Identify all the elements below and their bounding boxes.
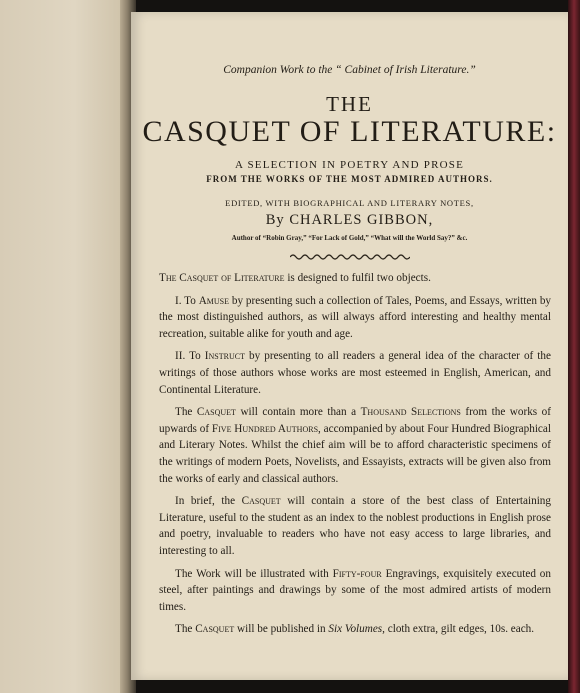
wavy-rule-ornament [131,248,568,266]
text-span: Engravings, exquisitely executed on steel, after paintings and drawings by some of the most admired artists of modern times. [159,567,551,613]
paragraph-brief [159,493,551,559]
red-cover-edge [568,0,580,693]
byline [131,212,568,229]
paragraph-contents [159,404,551,487]
left-page-edge [0,0,124,693]
text-span: cloth extra, gilt edges, 10s. each. [384,623,535,636]
smallcaps-text: Fifty-four [332,567,382,580]
paragraph-amuse [159,293,551,343]
text-span: by presenting such a collection of Tales, Poems, and Essays, written by the most distinguished authors, as will always afford interesting and healthy mental recreation, suitable alike for youth and age. [159,294,552,340]
italic-text: Six Volumes, [328,623,385,636]
text-span: II. To [175,350,205,363]
text-span: I. To [175,294,199,307]
paragraph-illustrations [159,566,551,616]
smallcaps-text: Five Hundred Authors [211,422,319,435]
subtitle-line-1: A SELECTION IN POETRY AND PROSE [234,159,464,171]
smallcaps-text: Instruct [204,350,245,363]
text-span: In brief, the [175,495,242,508]
smallcaps-text: The Casquet of Literature [159,272,285,284]
main-title: CASQUET OF LITERATURE: [142,115,557,148]
book-page [131,12,568,680]
paragraph-publication [159,621,551,638]
text-span: The Work will be illustrated with [175,567,333,580]
smallcaps-text: Casquet [196,406,236,419]
text-span: from the works of upwards of [159,406,551,435]
paragraph-intro [159,270,551,287]
byline-by: By [265,212,285,228]
byline-author: CHARLES GIBBON, [289,212,434,228]
text-span: is designed to fulfil two objects. [284,272,431,284]
paragraph-instruct [159,348,551,398]
author-works-line: Author of “Robin Gray,” “For Lack of Gold,” “What will the World Say?” &c. [231,234,468,242]
text-span: will contain a store of the best class of Entertaining Literature, useful to the student as an index to the noblest productions in English prose and poetry, invaluable to readers who have not easy access to large libraries, and interesting to all. [159,495,551,557]
title-the: THE [326,92,373,116]
text-span: by presenting to all readers a general idea of the character of the writings of those authors whose works are most esteemed in English, American, and Continental Literature. [159,350,551,396]
companion-note: Companion Work to the “ Cabinet of Irish Literature.” [223,64,476,76]
body-text [159,270,551,644]
text-span: will be published in [234,623,329,636]
text-span: will contain more than a [235,406,361,419]
edited-line: EDITED, WITH BIOGRAPHICAL AND LITERARY NOTES, [225,198,474,208]
smallcaps-text: Thousand Selections [360,406,461,419]
text-span: The [175,623,196,636]
smallcaps-text: Casquet [195,623,235,636]
smallcaps-text: Amuse [198,294,230,307]
text-span: The [175,406,197,419]
smallcaps-text: Casquet [241,495,281,508]
text-span: , accompanied by about Four Hundred Biographical and Literary Notes. Whilst the chief aim will be to afford characteristic specimens of the writings of modern Poets, Novelists, and Essayists, extracts will be given also from the works of early and classical authors. [159,422,551,485]
subtitle-line-2: FROM THE WORKS OF THE MOST ADMIRED AUTHORS. [206,174,493,184]
